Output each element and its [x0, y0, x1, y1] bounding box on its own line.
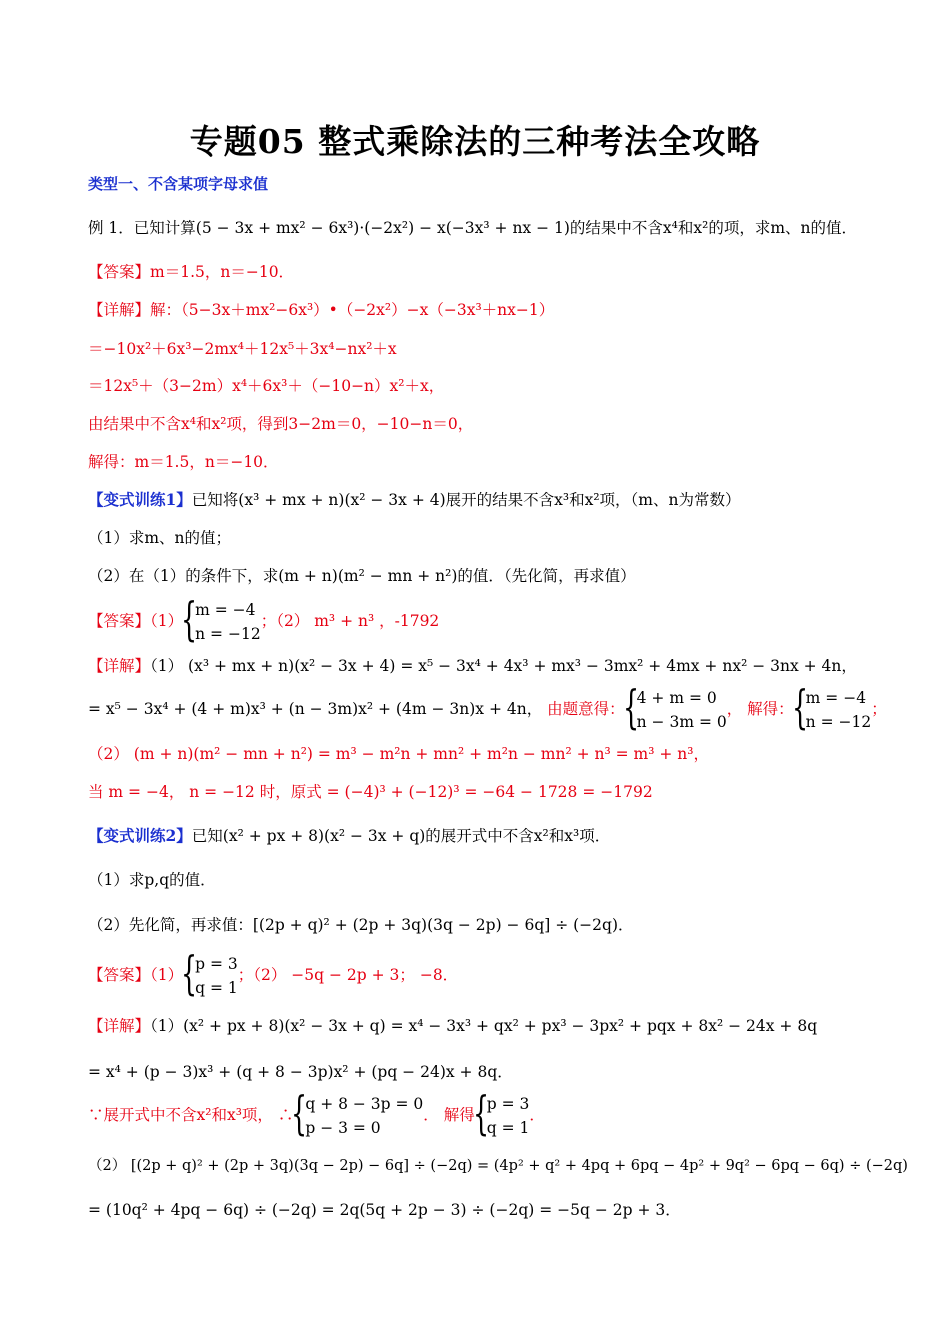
detail-tag: 【详解】	[88, 1017, 151, 1035]
detail-text: （1）(x² + px + 8)(x² − 3x + q) = x⁴ − 3x³ + qx² + px³ − 3px² + pqx + 8x² − 24x + 8q	[150, 1017, 818, 1035]
sys-line: q = 1	[486, 1119, 530, 1137]
detail-solution	[794, 686, 872, 734]
detail-solution	[475, 1092, 530, 1140]
section-heading: 类型一、不含某项字母求值	[88, 175, 269, 193]
training2-text: 已知(x² + px + 8)(x² − 3x + q)的展开式中不含x²和x³项．	[191, 827, 611, 845]
sys-line: n − 3m = 0	[636, 713, 727, 731]
example1-detail-5: 解得：m＝1.5，n＝−10．	[88, 453, 279, 471]
detail-tag: 【详解】	[88, 301, 151, 319]
page-title: 专题05 整式乘除法的三种考法全攻略	[189, 122, 761, 161]
detail-text: ∵展开式中不含x²和x³项， ∴	[88, 1106, 294, 1124]
training1-text: 已知将(x³ + mx + n)(x² − 3x + 4)展开的结果不含x³和x²项，（m、n为常数）	[191, 491, 741, 509]
sys-line: n = −12	[195, 625, 261, 643]
training1-answer	[88, 598, 439, 646]
training1-q1: （1）求m、n的值；	[88, 529, 232, 547]
training2-tag: 【变式训练2】	[88, 826, 192, 845]
sys-line: { p = 3	[195, 955, 238, 973]
answer-tag: 【答案】	[88, 966, 151, 984]
answer-system	[183, 598, 261, 646]
answer-part2: ；（2） −5q − 2p + 3； −8．	[237, 966, 459, 984]
example1-question: 例 1．已知计算(5 − 3x + mx² − 6x³)·(−2x²) − x(−3x³ + nx − 1)的结果中不含x⁴和x²的项，求m、n的值．	[88, 219, 858, 237]
detail-tag: 【详解】	[88, 657, 151, 675]
training1-question	[88, 490, 741, 510]
training2-detail-3	[88, 1092, 545, 1140]
sys-line: n = −12	[805, 713, 872, 731]
answer-part1: （1）	[150, 966, 184, 984]
sys-line: { m = −4	[195, 601, 256, 619]
detail-expr: = x⁵ − 3x⁴ + (4 + m)x³ + (n − 3m)x² + (4m − 3n)x + 4n，	[88, 700, 543, 718]
training1-detail-1	[88, 656, 857, 676]
example1-detail-3: ＝12x⁵＋（3−2m）x⁴＋6x³＋（−10−n）x²＋x，	[88, 377, 445, 395]
answer-tag: 【答案】	[88, 263, 151, 281]
detail-text: 解：（5−3x＋mx²−6x³）•（−2x²）−x（−3x³＋nx−1）	[150, 301, 555, 319]
detail-system	[625, 686, 727, 734]
training2-detail-1	[88, 1016, 817, 1036]
detail-system	[293, 1092, 423, 1140]
example1-detail-2: ＝−10x²＋6x³−2mx⁴＋12x⁵＋3x⁴−nx²＋x	[88, 340, 397, 358]
training1-detail-4: 当 m = −4， n = −12 时，原式 = (−4)³ + (−12)³ = −64 − 1728 = −1792	[88, 783, 653, 801]
sys-line: q = 1	[195, 979, 238, 997]
training1-tag: 【变式训练1】	[88, 490, 192, 509]
training2-detail-4: （2） [(2p + q)² + (2p + 3q)(3q − 2p) − 6q] ÷ (−2q) = (4p² + q² + 4pq + 6pq − 4p² + 9q² − 6pq − 6q) ÷ (−2q)	[88, 1158, 908, 1174]
detail-text: 由题意得：	[542, 700, 625, 718]
training1-q2: （2）在（1）的条件下，求(m + n)(m² − mn + n²)的值．（先化简，再求值）	[88, 567, 636, 585]
training2-q1: （1）求p,q的值．	[88, 871, 216, 889]
answer-part2: ；（2） m³ + n³ ，-1792	[260, 612, 440, 630]
detail-text: ；	[871, 700, 887, 718]
training2-detail-2: = x⁴ + (p − 3)x³ + (q + 8 − 3p)x² + (pq − 24)x + 8q．	[88, 1063, 513, 1081]
training2-answer	[88, 952, 458, 1000]
training1-detail-3: （2） (m + n)(m² − mn + n²) = m³ − m²n + mn² + m²n − mn² + n³ = m³ + n³，	[88, 745, 709, 763]
sys-line: { m = −4	[805, 689, 867, 707]
answer-text: m＝1.5，n＝−10．	[150, 263, 295, 281]
example1-answer	[88, 262, 294, 282]
detail-text: （1） (x³ + mx + n)(x² − 3x + 4) = x⁵ − 3x⁴ + 4x³ + mx³ − 3mx² + 4mx + nx² − 3nx + 4n，	[150, 657, 857, 675]
detail-text: ， 解得：	[726, 700, 794, 718]
detail-text: ． 解得	[423, 1106, 475, 1124]
example1-detail-4: 由结果中不含x⁴和x²项，得到3−2m＝0，−10−n＝0，	[88, 415, 474, 433]
training1-detail-2	[88, 686, 887, 734]
answer-system	[183, 952, 238, 1000]
detail-text: ．	[529, 1106, 545, 1124]
sys-line: { q + 8 − 3p = 0	[305, 1095, 424, 1113]
sys-line: { p = 3	[486, 1095, 530, 1113]
training2-q2: （2）先化简，再求值：[(2p + q)² + (2p + 3q)(3q − 2p) − 6q] ÷ (−2q)．	[88, 916, 634, 934]
answer-tag: 【答案】	[88, 612, 151, 630]
answer-part1: （1）	[150, 612, 184, 630]
example1-detail-1	[88, 300, 554, 320]
sys-line: p − 3 = 0	[305, 1119, 381, 1137]
training2-question	[88, 826, 610, 846]
sys-line: { 4 + m = 0	[636, 689, 717, 707]
training2-detail-5: = (10q² + 4pq − 6q) ÷ (−2q) = 2q(5q + 2p − 3) ÷ (−2q) = −5q − 2p + 3．	[88, 1201, 681, 1219]
